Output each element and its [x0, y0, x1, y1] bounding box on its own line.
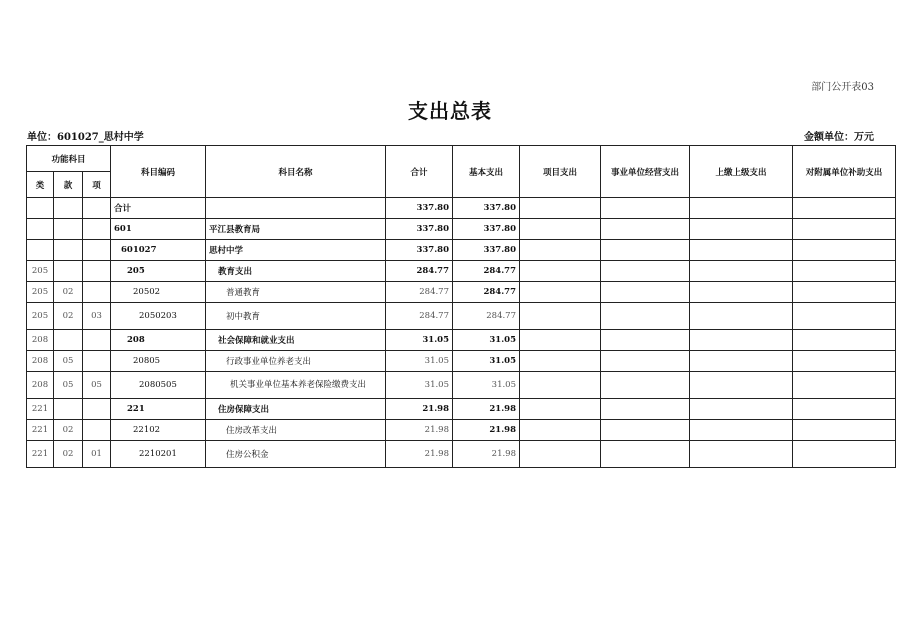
- cell-total: 31.05: [386, 372, 453, 399]
- cell-lei: 221: [27, 441, 54, 468]
- cell-name: 行政事业单位养老支出: [206, 351, 386, 372]
- header-total: 合计: [386, 146, 453, 198]
- cell-total: 21.98: [386, 399, 453, 420]
- cell-code: 合计: [111, 198, 206, 219]
- cell-kuan: 02: [54, 441, 83, 468]
- cell-project: [520, 303, 601, 330]
- cell-xiang: [83, 198, 111, 219]
- cell-code: 208: [111, 330, 206, 351]
- cell-total: 284.77: [386, 261, 453, 282]
- cell-total: 284.77: [386, 282, 453, 303]
- cell-lei: 221: [27, 420, 54, 441]
- cell-lei: 205: [27, 261, 54, 282]
- expenditure-table: [26, 145, 896, 468]
- cell-subsidy: [793, 240, 896, 261]
- cell-kuan: 05: [54, 372, 83, 399]
- cell-project: [520, 420, 601, 441]
- cell-kuan: [54, 198, 83, 219]
- cell-total: 21.98: [386, 441, 453, 468]
- cell-xiang: [83, 399, 111, 420]
- cell-code: 205: [111, 261, 206, 282]
- cell-code: 2050203: [111, 303, 206, 330]
- cell-project: [520, 198, 601, 219]
- header-business: 事业单位经营支出: [601, 146, 690, 198]
- cell-upper: [690, 198, 793, 219]
- cell-upper: [690, 420, 793, 441]
- cell-name: 平江县教育局: [206, 219, 386, 240]
- cell-subsidy: [793, 441, 896, 468]
- cell-subsidy: [793, 351, 896, 372]
- unit-label: 单位：601027_思村中学: [27, 132, 144, 143]
- header-code: 科目编码: [111, 146, 206, 198]
- cell-lei: [27, 198, 54, 219]
- cell-project: [520, 399, 601, 420]
- header-upper: 上缴上级支出: [690, 146, 793, 198]
- cell-total: 31.05: [386, 351, 453, 372]
- cell-business: [601, 351, 690, 372]
- cell-xiang: [83, 420, 111, 441]
- table-row: [27, 219, 896, 240]
- cell-upper: [690, 441, 793, 468]
- cell-xiang: [83, 261, 111, 282]
- cell-project: [520, 261, 601, 282]
- header-name: 科目名称: [206, 146, 386, 198]
- cell-upper: [690, 351, 793, 372]
- cell-lei: 221: [27, 399, 54, 420]
- cell-upper: [690, 219, 793, 240]
- cell-upper: [690, 303, 793, 330]
- cell-code: 601027: [111, 240, 206, 261]
- table-body: [27, 198, 896, 468]
- table-row: [27, 330, 896, 351]
- cell-subsidy: [793, 399, 896, 420]
- cell-business: [601, 330, 690, 351]
- table-row: [27, 399, 896, 420]
- header-basic: 基本支出: [453, 146, 520, 198]
- cell-basic: 284.77: [453, 282, 520, 303]
- cell-basic: 31.05: [453, 330, 520, 351]
- cell-business: [601, 261, 690, 282]
- cell-lei: 208: [27, 330, 54, 351]
- table-row: [27, 351, 896, 372]
- cell-business: [601, 219, 690, 240]
- cell-basic: 21.98: [453, 399, 520, 420]
- table-row: [27, 261, 896, 282]
- cell-code: 221: [111, 399, 206, 420]
- cell-kuan: [54, 261, 83, 282]
- cell-business: [601, 198, 690, 219]
- cell-basic: 31.05: [453, 372, 520, 399]
- page-title: 支出总表: [408, 99, 492, 123]
- cell-subsidy: [793, 282, 896, 303]
- cell-lei: 205: [27, 282, 54, 303]
- cell-name: 思村中学: [206, 240, 386, 261]
- cell-subsidy: [793, 420, 896, 441]
- cell-upper: [690, 282, 793, 303]
- cell-upper: [690, 372, 793, 399]
- cell-kuan: [54, 330, 83, 351]
- cell-total: 337.80: [386, 198, 453, 219]
- cell-code: 601: [111, 219, 206, 240]
- cell-name: [206, 198, 386, 219]
- table-row: [27, 198, 896, 219]
- cell-basic: 337.80: [453, 219, 520, 240]
- cell-kuan: 02: [54, 282, 83, 303]
- cell-basic: 284.77: [453, 303, 520, 330]
- cell-project: [520, 282, 601, 303]
- table-row: [27, 303, 896, 330]
- cell-lei: 205: [27, 303, 54, 330]
- cell-business: [601, 240, 690, 261]
- cell-kuan: [54, 240, 83, 261]
- cell-project: [520, 330, 601, 351]
- cell-xiang: [83, 282, 111, 303]
- cell-business: [601, 399, 690, 420]
- cell-xiang: [83, 240, 111, 261]
- cell-name: 机关事业单位基本养老保险缴费支出: [206, 372, 386, 399]
- header-lei: 类: [27, 172, 54, 198]
- cell-kuan: [54, 399, 83, 420]
- cell-basic: 337.80: [453, 198, 520, 219]
- cell-xiang: 01: [83, 441, 111, 468]
- cell-total: 31.05: [386, 330, 453, 351]
- cell-xiang: [83, 351, 111, 372]
- cell-code: 2210201: [111, 441, 206, 468]
- cell-xiang: 03: [83, 303, 111, 330]
- header-xiang: 项: [83, 172, 111, 198]
- cell-name: 社会保障和就业支出: [206, 330, 386, 351]
- table-row: [27, 282, 896, 303]
- header-project: 项目支出: [520, 146, 601, 198]
- table-row: [27, 441, 896, 468]
- header-kuan: 款: [54, 172, 83, 198]
- cell-code: 20502: [111, 282, 206, 303]
- cell-lei: [27, 240, 54, 261]
- cell-project: [520, 240, 601, 261]
- cell-business: [601, 372, 690, 399]
- cell-business: [601, 282, 690, 303]
- cell-code: 20805: [111, 351, 206, 372]
- cell-name: 住房保障支出: [206, 399, 386, 420]
- header-func-subject: 功能科目: [27, 146, 111, 172]
- table-row: [27, 420, 896, 441]
- cell-name: 住房改革支出: [206, 420, 386, 441]
- cell-lei: 208: [27, 372, 54, 399]
- money-unit-label: 金额单位：万元: [804, 132, 874, 143]
- cell-name: 教育支出: [206, 261, 386, 282]
- cell-kuan: 05: [54, 351, 83, 372]
- cell-project: [520, 441, 601, 468]
- cell-project: [520, 351, 601, 372]
- cell-upper: [690, 261, 793, 282]
- table-row: [27, 372, 896, 399]
- cell-basic: 284.77: [453, 261, 520, 282]
- cell-total: 337.80: [386, 240, 453, 261]
- cell-business: [601, 441, 690, 468]
- form-number: 部门公开表03: [811, 82, 874, 93]
- cell-code: 2080505: [111, 372, 206, 399]
- cell-business: [601, 420, 690, 441]
- header-subsidy: 对附属单位补助支出: [793, 146, 896, 198]
- cell-subsidy: [793, 219, 896, 240]
- cell-upper: [690, 240, 793, 261]
- cell-subsidy: [793, 303, 896, 330]
- cell-kuan: 02: [54, 420, 83, 441]
- cell-name: 住房公积金: [206, 441, 386, 468]
- cell-basic: 31.05: [453, 351, 520, 372]
- cell-lei: [27, 219, 54, 240]
- cell-basic: 21.98: [453, 420, 520, 441]
- table-row: [27, 240, 896, 261]
- cell-name: 普通教育: [206, 282, 386, 303]
- cell-lei: 208: [27, 351, 54, 372]
- cell-subsidy: [793, 261, 896, 282]
- cell-project: [520, 219, 601, 240]
- cell-total: 337.80: [386, 219, 453, 240]
- cell-upper: [690, 330, 793, 351]
- cell-name: 初中教育: [206, 303, 386, 330]
- cell-basic: 337.80: [453, 240, 520, 261]
- cell-code: 22102: [111, 420, 206, 441]
- cell-kuan: 02: [54, 303, 83, 330]
- cell-basic: 21.98: [453, 441, 520, 468]
- cell-kuan: [54, 219, 83, 240]
- cell-subsidy: [793, 330, 896, 351]
- cell-business: [601, 303, 690, 330]
- cell-xiang: [83, 219, 111, 240]
- cell-upper: [690, 399, 793, 420]
- cell-subsidy: [793, 198, 896, 219]
- cell-project: [520, 372, 601, 399]
- cell-xiang: [83, 330, 111, 351]
- cell-total: 21.98: [386, 420, 453, 441]
- cell-total: 284.77: [386, 303, 453, 330]
- cell-xiang: 05: [83, 372, 111, 399]
- cell-subsidy: [793, 372, 896, 399]
